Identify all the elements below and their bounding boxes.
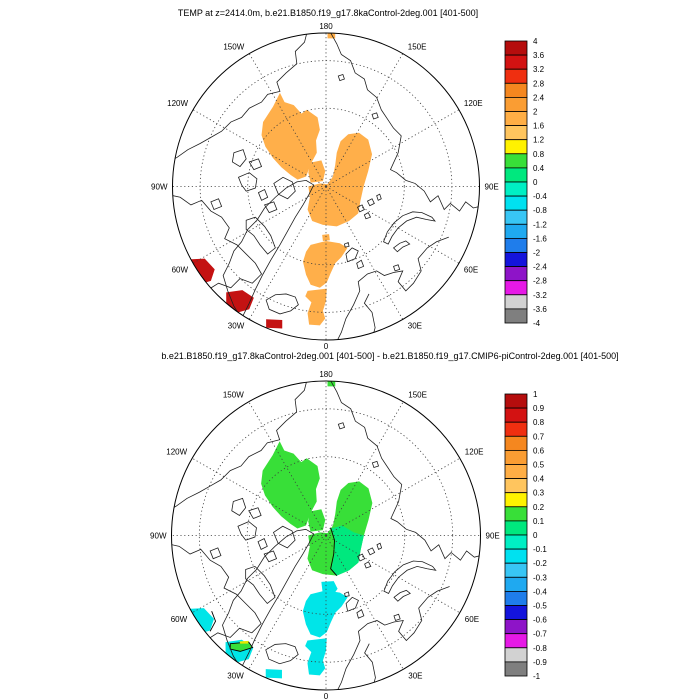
longitude-label: 60E [464, 614, 480, 624]
longitude-label: 60W [171, 265, 189, 275]
colorbar-tick-label: -3.6 [533, 304, 547, 314]
longitude-label: 120W [167, 98, 189, 108]
colorbar-swatch [505, 577, 527, 591]
longitude-label: 90W [150, 531, 167, 541]
colorbar-swatch [505, 140, 527, 154]
colorbar-swatch [505, 662, 527, 676]
longitude-label: 30W [227, 671, 244, 681]
colorbar-swatch [505, 281, 527, 295]
longitude-label: 30E [408, 671, 423, 681]
longitude-label: 180 [319, 370, 333, 379]
colorbar-tick-label: 0 [533, 531, 538, 540]
warm-anomaly-region [303, 241, 348, 288]
longitude-label: 90W [151, 182, 168, 192]
colorbar-tick-label: -1.2 [533, 220, 547, 230]
colorbar-tick-label: 0.5 [533, 460, 545, 470]
colorbar-swatch [505, 620, 527, 634]
longitude-label: 0 [323, 692, 329, 700]
colorbar-swatch [505, 126, 527, 140]
colorbar-tick-label: 0.6 [533, 446, 545, 456]
hot-anomaly-region [266, 319, 282, 328]
colorbar-swatch [505, 479, 527, 493]
colorbar-swatch [505, 436, 527, 450]
longitude-label: 90E [484, 182, 499, 192]
colorbar-tick-label: -0.9 [533, 657, 547, 667]
colorbar-swatch [505, 182, 527, 196]
colorbar-tick-label: -2.8 [533, 276, 547, 286]
warm-anomaly-region [308, 160, 325, 182]
longitude-label: 180 [319, 22, 333, 31]
colorbar-tick-label: 0.8 [533, 149, 545, 159]
colorbar-swatch [505, 493, 527, 507]
colorbar-swatch [505, 591, 527, 605]
longitude-label: 150W [222, 390, 244, 400]
colorbar-tick-label: 3.2 [533, 65, 545, 75]
graticule-1 [173, 33, 480, 340]
colorbar-tick-label: 2.4 [533, 93, 545, 103]
negative-anomaly-region [303, 590, 348, 637]
colorbar-swatch [505, 394, 527, 408]
colorbar-swatch [505, 224, 527, 238]
colorbar-tick-label: -0.1 [533, 545, 547, 555]
colorbar-swatch [505, 549, 527, 563]
colorbar-tick-label: -0.4 [533, 192, 547, 202]
colorbar-tick-label: 2.8 [533, 79, 545, 89]
longitude-label: 150E [408, 390, 427, 400]
longitude-label: 0 [323, 342, 329, 351]
colorbar-tick-label: -2.4 [533, 262, 547, 272]
negative-anomaly-region [266, 669, 282, 678]
colorbar-tick-label: -0.8 [533, 643, 547, 653]
colorbar-tick-label: 0.3 [533, 488, 545, 498]
colorbar-swatch [505, 408, 527, 422]
map-panel-1 [151, 22, 499, 351]
colorbar-swatch [505, 154, 527, 168]
colorbar-swatch [505, 41, 527, 55]
colorbar-tick-label: 0 [533, 178, 538, 187]
colorbar-swatch [505, 168, 527, 182]
longitude-label: 60W [170, 614, 188, 624]
colorbar-tick-label: 3.6 [533, 51, 545, 61]
colorbar-tick-label: -0.4 [533, 587, 547, 597]
colorbar-swatch [505, 521, 527, 535]
colorbar-2 [505, 390, 547, 681]
colorbar-swatch [505, 465, 527, 479]
colorbar-swatch [505, 238, 527, 252]
colorbar-swatch [505, 112, 527, 126]
longitude-label: 150W [223, 42, 245, 52]
colorbar-tick-label: -0.5 [533, 601, 547, 611]
colorbar-tick-label: 0.9 [533, 404, 545, 414]
longitude-label: 150E [407, 42, 427, 52]
warm-anomaly-region [305, 289, 326, 326]
colorbar-tick-label: -0.2 [533, 559, 547, 569]
panel-title-2: b.e21.B1850.f19_g17.8kaControl-2deg.001 [401-500] - b.e21.B1850.f19_g17.CMIP6-piControl-2deg.001 [401-500] [161, 351, 619, 361]
colorbar-tick-label: -0.6 [533, 615, 547, 625]
colorbar-tick-label: -3.2 [533, 290, 547, 300]
colorbar-swatch [505, 507, 527, 521]
longitude-label: 120W [166, 447, 188, 457]
colorbar-tick-label: -1 [533, 672, 541, 681]
longitude-label: 30W [227, 321, 245, 331]
colorbar-swatch [505, 83, 527, 97]
colorbar-swatch [505, 210, 527, 224]
colorbar-tick-label: 2 [533, 107, 538, 117]
colorbar-swatch [505, 69, 527, 83]
colorbar-swatch [505, 648, 527, 662]
longitude-label: 30E [407, 321, 422, 331]
colorbar-swatch [505, 634, 527, 648]
colorbar-tick-label: -4 [533, 319, 541, 328]
colorbar-swatch [505, 450, 527, 464]
colorbar-tick-label: 1 [533, 390, 538, 399]
colorbar-swatch [505, 253, 527, 267]
longitude-label: 60E [463, 265, 479, 275]
colorbar-tick-label: 0.1 [533, 516, 545, 526]
colorbar-swatch [505, 55, 527, 69]
colorbar-swatch [505, 422, 527, 436]
colorbar-swatch [505, 606, 527, 620]
colorbar-tick-label: 0.8 [533, 418, 545, 428]
colorbar-tick-label: 0.7 [533, 432, 545, 442]
colorbar-swatch [505, 535, 527, 549]
colorbar-tick-label: -0.8 [533, 206, 547, 216]
longitude-label: 90E [485, 531, 500, 541]
colorbar-tick-label: 0.4 [533, 163, 545, 173]
colorbar-tick-label: -1.6 [533, 234, 547, 244]
colorbar-tick-label: -0.3 [533, 573, 547, 583]
yellow-anomaly-dash [239, 641, 248, 644]
map-panel-2 [150, 370, 500, 700]
colorbar-swatch [505, 563, 527, 577]
positive-anomaly-region [308, 509, 325, 531]
colorbar-tick-label: 0.4 [533, 474, 545, 484]
colorbar-tick-label: 0.2 [533, 502, 545, 512]
colorbar-tick-label: -2 [533, 248, 541, 258]
longitude-label: 120E [464, 447, 484, 457]
colorbar-tick-label: 1.6 [533, 121, 545, 131]
colorbar-swatch [505, 309, 527, 323]
negative-anomaly-region [305, 638, 327, 675]
colorbar-tick-label: 1.2 [533, 135, 545, 145]
panel-title-1: TEMP at z=2414.0m, b.e21.B1850.f19_g17.8kaControl-2deg.001 [401-500] [177, 8, 479, 18]
colorbar-tick-label: 4 [533, 37, 538, 46]
colorbar-swatch [505, 196, 527, 210]
colorbar-swatch [505, 295, 527, 309]
longitude-label: 120E [463, 98, 483, 108]
colorbar-tick-label: -0.7 [533, 629, 547, 639]
colorbar-swatch [505, 97, 527, 111]
colorbar-swatch [505, 267, 527, 281]
colorbar-1 [505, 37, 547, 328]
